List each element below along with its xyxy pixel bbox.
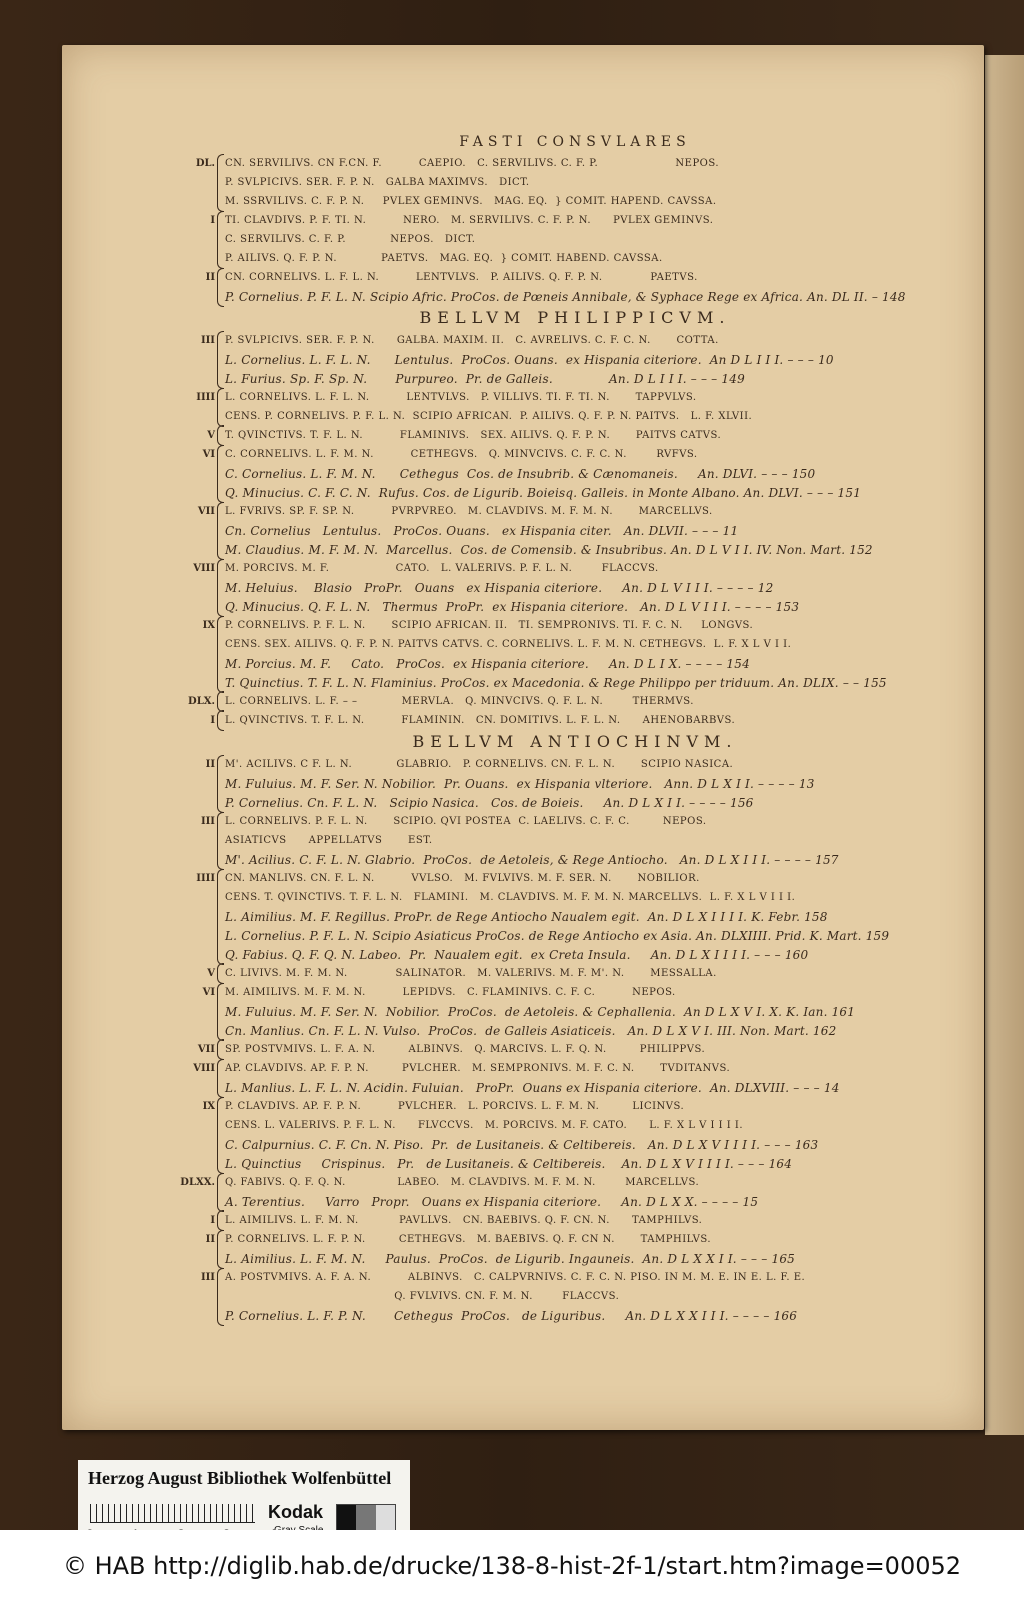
row-text: L. AIMILIVS. L. F. M. N. PAVLLVS. CN. BAEBIVS. Q. F. CN. N. TAMPHILVS. <box>225 1215 703 1226</box>
bracket-line <box>217 154 224 174</box>
row-text: C. SERVILIVS. C. F. P. NEPOS. DICT. <box>225 234 476 245</box>
bracket-line <box>217 483 224 503</box>
row-text: M. Claudius. M. F. M. N. Marcellus. Cos. de Comensib. & Insubribus. An. D L V I I. IV. Non. Mart. 152 <box>225 542 873 557</box>
bracket-line <box>217 230 224 249</box>
bracket-line <box>217 1173 224 1193</box>
row-text: T. Quinctius. T. F. L. N. Flaminius. ProCos. ex Macedonia. & Rege Philippo per triduum. An. DLIX. – – 155 <box>225 675 887 690</box>
consul-row <box>225 369 925 388</box>
consul-row <box>225 1306 925 1325</box>
row-text: CENS. P. CORNELIVS. P. F. L. N. SCIPIO AFRICAN. P. AILIVS. Q. F. P. N. PAITVS. L. F. XLVII. <box>225 411 753 422</box>
bracket-line <box>217 287 224 307</box>
year-number: DLX. <box>188 696 215 707</box>
row-text: P. Cornelius. L. F. P. N. Cethegus ProCos. de Liguribus. An. D L X X I I I. – – – – 166 <box>225 1308 798 1323</box>
consul-row <box>197 1040 925 1059</box>
consul-row <box>225 907 925 926</box>
consul-row <box>225 774 925 793</box>
consul-row <box>225 192 925 211</box>
bracket-line <box>217 1135 224 1154</box>
consul-row <box>225 407 925 426</box>
consul-row <box>202 616 925 635</box>
consul-row <box>225 1002 925 1021</box>
year-number: VI <box>202 987 215 998</box>
row-text: L. FVRIVS. SP. F. SP. N. PVRPVREO. M. CLAVDIVS. M. F. M. N. MARCELLVS. <box>225 506 713 517</box>
next-page-edge <box>985 55 1024 1435</box>
bracket-line <box>217 673 224 693</box>
consul-row <box>225 831 925 850</box>
bracket-line <box>217 1230 224 1250</box>
consul-row <box>225 1078 925 1097</box>
consul-row <box>205 755 925 774</box>
consul-row <box>225 1249 925 1268</box>
year-number: IIII <box>196 392 215 403</box>
consul-row <box>205 268 925 287</box>
consul-row <box>207 426 925 445</box>
consul-row <box>196 869 925 888</box>
consul-row <box>200 812 925 831</box>
bracket-line <box>217 521 224 540</box>
bracket-line <box>217 869 224 889</box>
row-text: P. SVLPICIVS. SER. F. P. N. GALBA MAXIMVS. DICT. <box>225 177 530 188</box>
bracket-line <box>217 1287 224 1306</box>
consul-row <box>225 945 925 964</box>
row-text: M'. ACILIVS. C F. L. N. GLABRIO. P. CORNELIVS. CN. F. L. N. SCIPIO NASICA. <box>225 759 734 770</box>
row-text: M. Porcius. M. F. Cato. ProCos. ex Hispania citeriore. An. D L I X. – – – – 154 <box>225 656 750 671</box>
row-text: C. Calpurnius. C. F. Cn. N. Piso. Pr. de Lusitaneis. & Celtibereis. An. D L X V I I I I. – – – 163 <box>225 1137 819 1152</box>
row-text: P. SVLPICIVS. SER. F. P. N. GALBA. MAXIM. II. C. AVRELIVS. C. F. C. N. COTTA. <box>225 335 719 346</box>
consul-row <box>195 154 925 173</box>
consul-row <box>225 350 925 369</box>
bracket-line <box>217 407 224 427</box>
row-text: M. Fuluius. M. F. Ser. N. Nobilior. Pr. Ouans. ex Hispania vlteriore. Ann. D L X I I. – – – – 13 <box>225 776 815 791</box>
row-text: P. AILIVS. Q. F. P. N. PAETVS. MAG. EQ. } COMIT. HABEND. CAVSSA. <box>225 253 663 264</box>
consul-row <box>225 173 925 192</box>
row-text: L. Furius. Sp. F. Sp. N. Purpureo. Pr. de Galleis. An. D L I I I. – – – 149 <box>225 371 745 386</box>
bracket-line <box>217 755 224 775</box>
year-number: V <box>207 430 215 441</box>
row-text: A. POSTVMIVS. A. F. A. N. ALBINVS. C. CALPVRNIVS. C. F. C. N. PISO. IN M. M. E. IN E. L. F. E. <box>225 1272 806 1283</box>
year-number: III <box>200 335 215 346</box>
row-text: P. CORNELIVS. L. F. P. N. CETHEGVS. M. BAEBIVS. Q. F. CN N. TAMPHILVS. <box>225 1234 711 1245</box>
consul-row <box>225 464 925 483</box>
bracket-line <box>217 1192 224 1212</box>
bracket-line <box>217 388 224 408</box>
bracket-line <box>217 1210 224 1231</box>
row-text: C. LIVIVS. M. F. M. N. SALINATOR. M. VALERIVS. M. F. M'. N. MESSALLA. <box>225 968 717 979</box>
row-text: CENS. SEX. AILIVS. Q. F. P. N. PAITVS CATVS. C. CORNELIVS. L. F. M. N. CETHEGVS. L. F. X L V I I. <box>225 639 792 650</box>
row-text: AP. CLAVDIVS. AP. F. P. N. PVLCHER. M. SEMPRONIVS. M. F. C. N. TVDITANVS. <box>225 1063 731 1074</box>
bracket-line <box>217 907 224 926</box>
year-number: I <box>210 215 215 226</box>
bracket-line <box>217 983 224 1003</box>
consul-row <box>225 249 925 268</box>
row-text: L. CORNELIVS. L. F. – – MERVLA. Q. MINVCIVS. Q. F. L. N. THERMVS. <box>225 696 694 707</box>
bracket-line <box>217 1154 224 1174</box>
consul-row <box>225 793 925 812</box>
row-text: L. Manlius. L. F. L. N. Acidin. Fuluian. ProPr. Ouans ex Hispania citeriore. An. DLXVIII. – – – 14 <box>225 1080 840 1095</box>
row-text: Q. FABIVS. Q. F. Q. N. LABEO. M. CLAVDIVS. M. F. M. N. MARCELLVS. <box>225 1177 700 1188</box>
ruler-scale <box>90 1504 255 1523</box>
row-text: L. Cornelius. L. F. L. N. Lentulus. ProCos. Ouans. ex Hispania citeriore. An D L I I I. – – – 10 <box>225 352 834 367</box>
bracket-line <box>217 502 224 522</box>
row-text: SP. POSTVMIVS. L. F. A. N. ALBINVS. Q. MARCIVS. L. F. Q. N. PHILIPPVS. <box>225 1044 706 1055</box>
section-title: BELLVM ANTIOCHINVM. <box>412 732 738 751</box>
year-number: III <box>200 1272 215 1283</box>
consul-row <box>210 711 925 730</box>
bracket-line <box>217 350 224 369</box>
year-number: IX <box>202 620 215 631</box>
consul-row <box>225 1135 925 1154</box>
row-text: CENS. T. QVINCTIVS. T. F. L. N. FLAMINI. M. CLAVDIVS. M. F. M. N. MARCELLVS. L. F. X L V I I I. <box>225 892 796 903</box>
bracket-line <box>217 812 224 832</box>
bracket-line <box>217 578 224 597</box>
consul-row <box>202 445 925 464</box>
year-number: V <box>207 968 215 979</box>
bracket-line <box>217 540 224 560</box>
bracket-line <box>217 1059 224 1079</box>
row-text: P. Cornelius. Cn. F. L. N. Scipio Nasica. Cos. de Boieis. An. D L X I I. – – – – 156 <box>225 795 754 810</box>
row-text: M'. Acilius. C. F. L. N. Glabrio. ProCos. de Aetoleis, & Rege Antiocho. An. D L X I I I. – – – – 157 <box>225 852 839 867</box>
year-number: IIII <box>196 873 215 884</box>
year-number: VIII <box>193 1063 215 1074</box>
bracket-line <box>217 850 224 870</box>
consul-row <box>202 983 925 1002</box>
row-text: M. PORCIVS. M. F. CATO. L. VALERIVS. P. F. L. N. FLACCVS. <box>225 563 659 574</box>
row-text: CN. CORNELIVS. L. F. L. N. LENTVLVS. P. AILIVS. Q. F. P. N. PAETVS. <box>225 272 698 283</box>
row-text: Cn. Cornelius Lentulus. ProCos. Ouans. ex Hispania citer. An. DLVII. – – – 11 <box>225 523 739 538</box>
consul-row <box>210 211 925 230</box>
consul-row <box>225 287 925 306</box>
bracket-line <box>217 1039 224 1060</box>
consul-row <box>225 230 925 249</box>
bracket-line <box>217 1306 224 1326</box>
consul-row <box>193 559 925 578</box>
row-text: L. Aimilius. L. F. M. N. Paulus. ProCos. de Ligurib. Ingauneis. An. D L X X I I. – – – 165 <box>225 1251 795 1266</box>
row-text: A. Terentius. Varro Propr. Ouans ex Hispania citeriore. An. D L X X. – – – – 15 <box>225 1194 759 1209</box>
bracket-line <box>217 831 224 850</box>
bracket-line <box>217 691 224 712</box>
year-number: VII <box>197 1044 215 1055</box>
consul-row <box>225 926 925 945</box>
bracket-line <box>217 774 224 793</box>
year-number: VIII <box>193 563 215 574</box>
bracket-line <box>217 369 224 389</box>
year-number: IX <box>202 1101 215 1112</box>
bracket-line <box>217 945 224 965</box>
consul-row <box>210 1211 925 1230</box>
row-text: M. SSRVILIVS. C. F. P. N. PVLEX GEMINVS. MAG. EQ. } COMIT. HAPEND. CAVSSA. <box>225 196 717 207</box>
consul-row <box>225 1021 925 1040</box>
year-number: I <box>210 715 215 726</box>
consul-row <box>225 888 925 907</box>
consul-row <box>225 521 925 540</box>
bracket-line <box>217 331 224 351</box>
consul-row <box>197 502 925 521</box>
row-text: TI. CLAVDIVS. P. F. TI. N. NERO. M. SERVILIVS. C. F. P. N. PVLEX GEMINVS. <box>225 215 714 226</box>
row-text: M. Fuluius. M. F. Ser. N. Nobilior. ProCos. de Aetoleis. & Cephallenia. An D L X V I. X. K. Ian. 161 <box>225 1004 856 1019</box>
row-text: ASIATICVS APPELLATVS EST. <box>225 835 433 846</box>
bracket-line <box>217 211 224 231</box>
year-number: DLXX. <box>180 1177 215 1188</box>
consul-row <box>225 1154 925 1173</box>
section-title: FASTI CONSVLARES <box>459 134 691 150</box>
bracket-line <box>217 192 224 212</box>
consul-row <box>202 1097 925 1116</box>
consul-row <box>188 692 925 711</box>
year-number: DL. <box>195 158 215 169</box>
row-text: L. CORNELIVS. P. F. L. N. SCIPIO. QVI POSTEA C. LAELIVS. C. F. C. NEPOS. <box>225 816 707 827</box>
consul-row <box>205 1230 925 1249</box>
consul-row <box>225 1116 925 1135</box>
footer-bar <box>0 1530 1024 1609</box>
bracket-line <box>217 1002 224 1021</box>
consul-row <box>225 1287 925 1306</box>
row-text: L. QVINCTIVS. T. F. L. N. FLAMININ. CN. DOMITIVS. L. F. L. N. AHENOBARBVS. <box>225 715 736 726</box>
row-text: P. CORNELIVS. P. F. L. N. SCIPIO AFRICAN. II. TI. SEMPRONIVS. TI. F. C. N. LONGVS. <box>225 620 754 631</box>
year-number: I <box>210 1215 215 1226</box>
bracket-line <box>217 1078 224 1098</box>
bracket-line <box>217 597 224 617</box>
row-text: L. Quinctius Crispinus. Pr. de Lusitaneis. & Celtibereis. An. D L X V I I I I. – – – 164 <box>225 1156 793 1171</box>
bracket-line <box>217 963 224 984</box>
row-text: L. CORNELIVS. L. F. L. N. LENTVLVS. P. VILLIVS. TI. F. TI. N. TAPPVLVS. <box>225 392 697 403</box>
row-text: T. QVINCTIVS. T. F. L. N. FLAMINIVS. SEX. AILIVS. Q. F. P. N. PAITVS CATVS. <box>225 430 722 441</box>
bracket-line <box>217 710 224 731</box>
row-text: Q. Minucius. Q. F. L. N. Thermus ProPr. ex Hispania citeriore. An. D L V I I I. – – – – 153 <box>225 599 800 614</box>
row-text: CN. MANLIVS. CN. F. L. N. VVLSO. M. FVLVIVS. M. F. SER. N. NOBILIOR. <box>225 873 700 884</box>
consul-row <box>225 540 925 559</box>
bracket-line <box>217 445 224 465</box>
consul-row <box>225 483 925 502</box>
row-text: P. Cornelius. P. F. L. N. Scipio Afric. ProCos. de Pœneis Annibale, & Syphace Rege ex Africa. An. DL II. – 148 <box>225 289 906 304</box>
bracket-line <box>217 173 224 192</box>
consul-row <box>225 597 925 616</box>
bracket-line <box>217 1097 224 1117</box>
row-text: M. Heluius. Blasio ProPr. Ouans ex Hispania citeriore. An. D L V I I I. – – – – 12 <box>225 580 774 595</box>
bracket-line <box>217 425 224 446</box>
bracket-line <box>217 635 224 654</box>
consul-row <box>225 1192 925 1211</box>
consul-row <box>225 673 925 692</box>
footer-url[interactable]: © HAB http://diglib.hab.de/drucke/138-8-hist-2f-1/start.htm?image=00052 <box>62 1552 962 1580</box>
row-text: CN. SERVILIVS. CN F.CN. F. CAEPIO. C. SERVILIVS. C. F. P. NEPOS. <box>225 158 720 169</box>
section-title: BELLVM PHILIPPICVM. <box>419 308 731 327</box>
kodak-logo: Kodak <box>268 1502 324 1522</box>
year-number: III <box>200 816 215 827</box>
consul-row <box>193 1059 925 1078</box>
year-number: II <box>205 1234 215 1245</box>
bracket-line <box>217 888 224 907</box>
row-text: Q. FVLVIVS. CN. F. M. N. FLACCVS. <box>225 1291 620 1302</box>
bracket-line <box>217 1116 224 1135</box>
row-text: Q. Fabius. Q. F. Q. N. Labeo. Pr. Naualem egit. ex Creta Insula. An. D L X I I I I. – – – 160 <box>225 947 809 962</box>
bracket-line <box>217 616 224 636</box>
bracket-line <box>217 1268 224 1288</box>
row-text: M. AIMILIVS. M. F. M. N. LEPIDVS. C. FLAMINIVS. C. F. C. NEPOS. <box>225 987 676 998</box>
bracket-line <box>217 268 224 288</box>
year-number: II <box>205 759 215 770</box>
library-label: Herzog August Bibliothek Wolfenbüttel <box>88 1468 392 1488</box>
bracket-line <box>217 249 224 269</box>
consul-row <box>207 964 925 983</box>
consul-row <box>200 331 925 350</box>
row-text: L. Cornelius. P. F. L. N. Scipio Asiaticus ProCos. de Rege Antiocho ex Asia. An. DLXIIII. Prid. K. Mart. 159 <box>225 928 890 943</box>
row-text: C. Cornelius. L. F. M. N. Cethegus Cos. de Insubrib. & Cænomaneis. An. DLVI. – – – 150 <box>225 466 816 481</box>
bracket-line <box>217 559 224 579</box>
row-text: Q. Minucius. C. F. C. N. Rufus. Cos. de Ligurib. Boieisq. Galleis. in Monte Albano. An. DLVI. – – – 151 <box>225 485 862 500</box>
bracket-line <box>217 654 224 673</box>
bracket-line <box>217 1021 224 1041</box>
consul-row <box>225 578 925 597</box>
year-number: II <box>205 272 215 283</box>
bracket-line <box>217 1249 224 1269</box>
page-content <box>180 132 925 1325</box>
row-text: P. CLAVDIVS. AP. F. P. N. PVLCHER. L. PORCIVS. L. F. M. N. LICINVS. <box>225 1101 685 1112</box>
year-number: VI <box>202 449 215 460</box>
consul-row <box>196 388 925 407</box>
row-text: L. Aimilius. M. F. Regillus. ProPr. de Rege Antiocho Naualem egit. An. D L X I I I I. K. Febr. 158 <box>225 909 828 924</box>
bracket-line <box>217 464 224 483</box>
bracket-line <box>217 793 224 813</box>
row-text: CENS. L. VALERIVS. P. F. L. N. FLVCCVS. M. PORCIVS. M. F. CATO. L. F. X L V I I I I. <box>225 1120 744 1131</box>
row-text: C. CORNELIVS. L. F. M. N. CETHEGVS. Q. MINVCIVS. C. F. C. N. RVFVS. <box>225 449 698 460</box>
year-number: VII <box>197 506 215 517</box>
consul-row <box>225 635 925 654</box>
consul-row <box>225 654 925 673</box>
consul-row <box>200 1268 925 1287</box>
consul-row <box>180 1173 925 1192</box>
consul-row <box>225 850 925 869</box>
row-text: Cn. Manlius. Cn. F. L. N. Vulso. ProCos. de Galleis Asiaticeis. An. D L X V I. III. Non. Mart. 162 <box>225 1023 837 1038</box>
bracket-line <box>217 926 224 945</box>
